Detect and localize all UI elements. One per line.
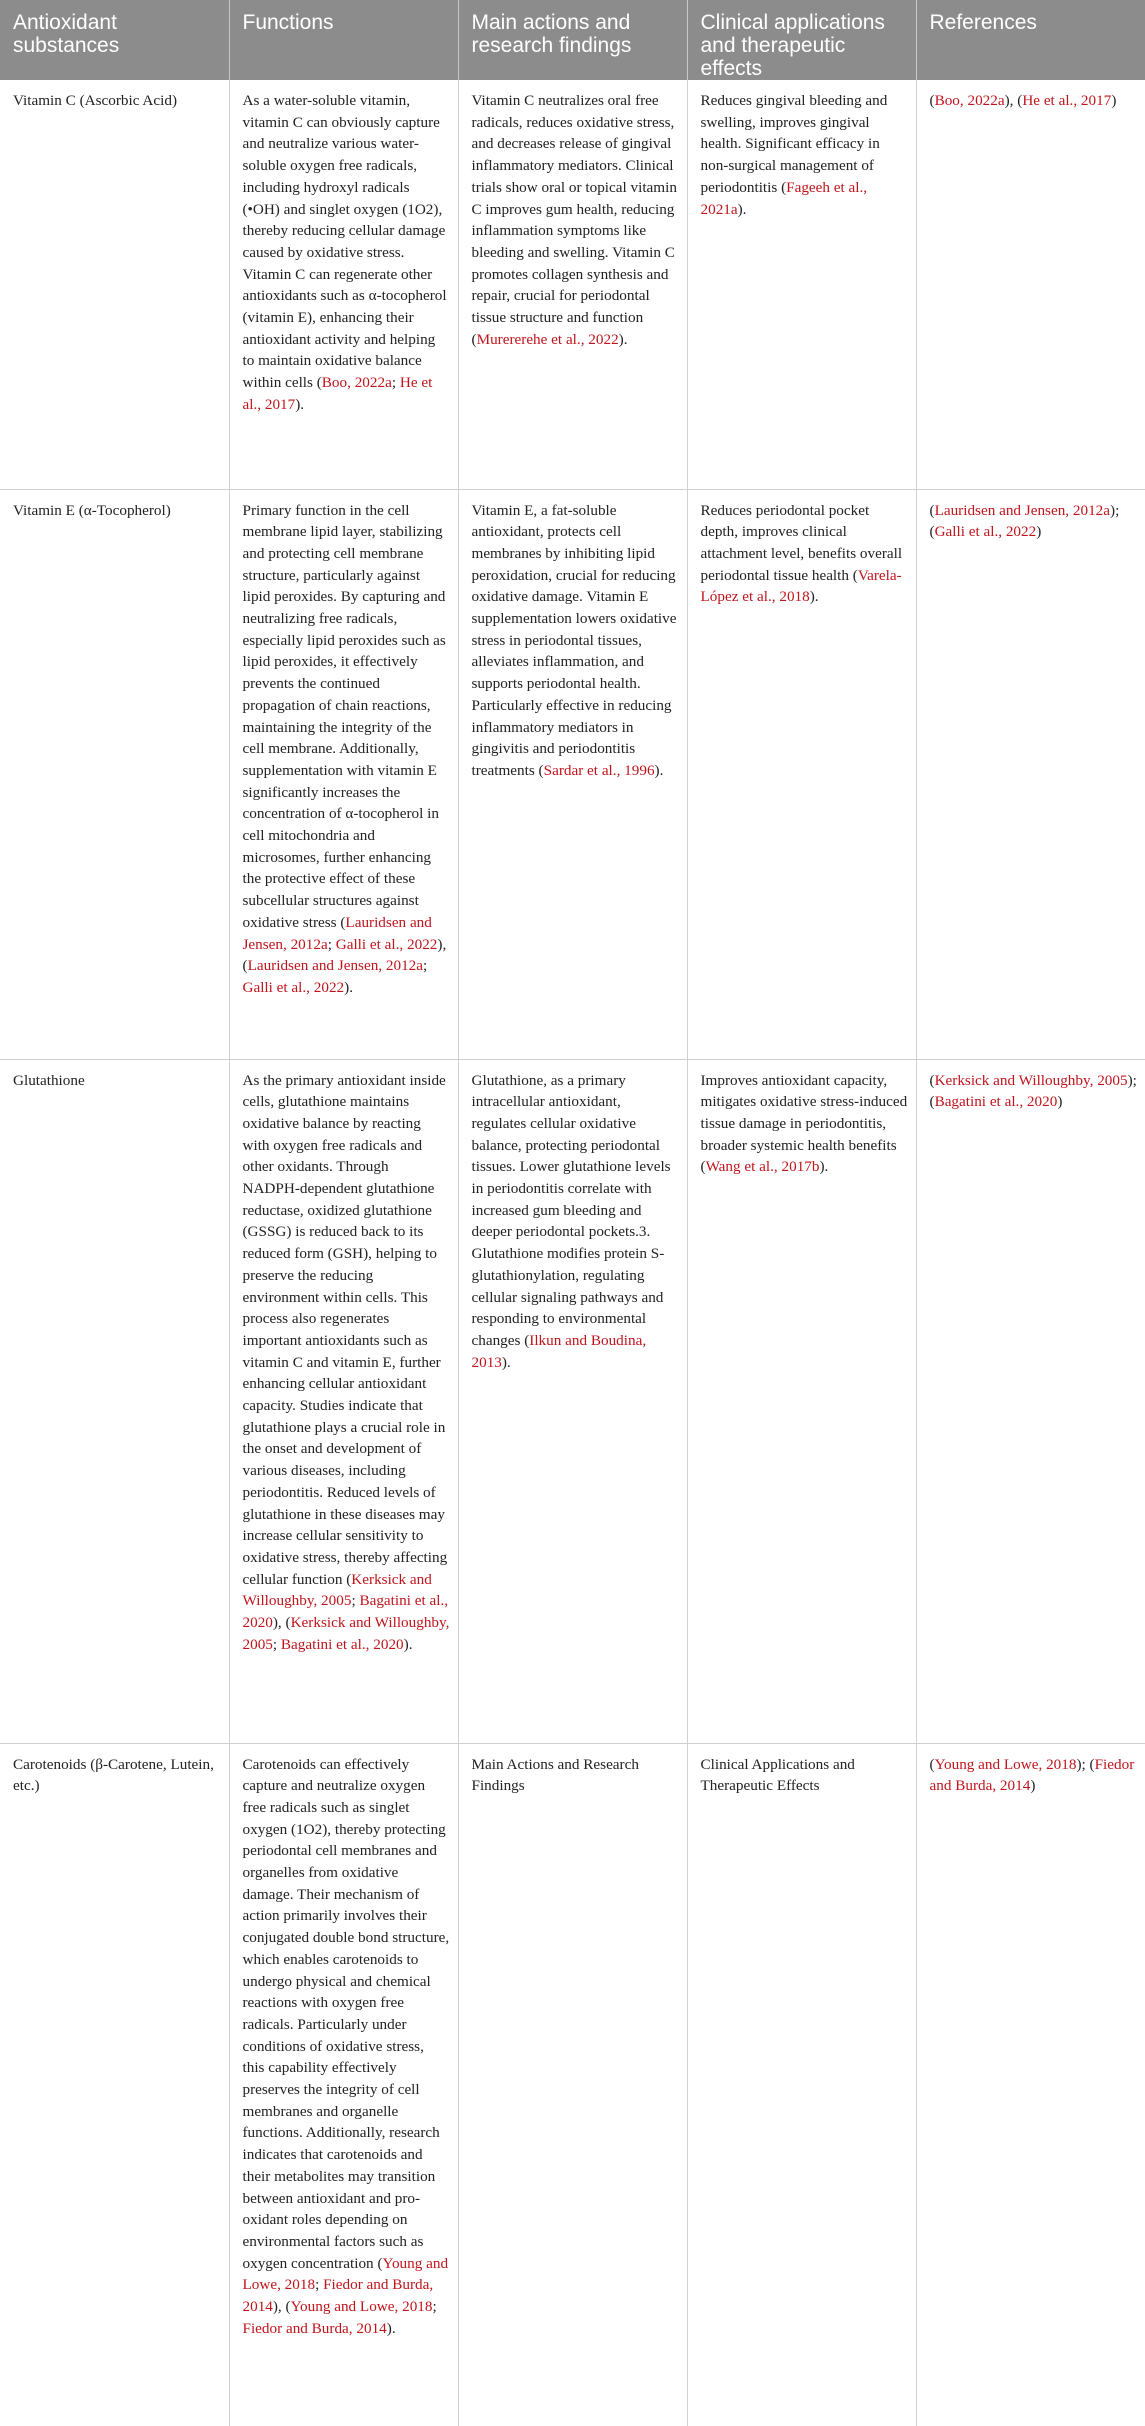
substance-cell: Vitamin E (α-Tocopherol) [0, 489, 229, 1059]
header-clinical-applications: Clinical applications and therapeutic effects [687, 0, 916, 80]
actions-cell: Vitamin E, a fat-soluble antioxidant, protects cell membranes by inhibiting lipid peroxidation, crucial for reducing oxidative damage. Vitamin E supplementation lowers oxidative stress in periodontal tissues, alleviates inflammation, and supports periodontal health. Particularly effective in reducing inflammatory mediators in gingivitis and periodontitis treatments (Sardar et al., 1996). [458, 489, 687, 1059]
citation-link[interactable]: Kerksick and Willoughby, 2005 [934, 1071, 1128, 1089]
functions-cell: As a water-soluble vitamin, vitamin C can obviously capture and neutralize various water-soluble oxygen free radicals, including hydroxyl radicals (•OH) and singlet oxygen (1O2), thereby reducing cellular damage caused by oxidative stress. Vitamin C can regenerate other antioxidants such as α-tocopherol (vitamin E), enhancing their antioxidant activity and helping to maintain oxidative balance within cells (Boo, 2022a; He et al., 2017). [229, 80, 458, 489]
table-row [0, 1743, 1145, 2426]
citation-link[interactable]: Sardar et al., 1996 [543, 761, 655, 779]
functions-cell: As the primary antioxidant inside cells, glutathione maintains oxidative balance by reacting with oxygen free radicals and other oxidants. Through NADPH-dependent glutathione reductase, oxidized glutathione (GSSG) is reduced back to its reduced form (GSH), helping to preserve the reducing environment within cells. This process also regenerates important antioxidants such as vitamin C and vitamin E, further enhancing cellular antioxidant capacity. Studies indicate that glutathione plays a crucial role in the onset and development of various diseases, including periodontitis. Reduced levels of glutathione in these diseases may increase cellular sensitivity to oxidative stress, thereby affecting cellular function (Kerksick and Willoughby, 2005; Bagatini et al., 2020), (Kerksick and Willoughby, 2005; Bagatini et al., 2020). [229, 1059, 458, 1743]
clinical-cell: Reduces periodontal pocket depth, improves clinical attachment level, benefits overall periodontal tissue health (Varela-López et al., 2018). [687, 489, 916, 1059]
references-cell: (Kerksick and Willoughby, 2005); (Bagatini et al., 2020) [916, 1059, 1145, 1743]
citation-link[interactable]: Bagatini et al., 2020 [280, 1635, 404, 1653]
citation-link[interactable]: Lauridsen and Jensen, 2012a [247, 957, 424, 975]
substance-cell: Vitamin C (Ascorbic Acid) [0, 80, 229, 489]
header-antioxidant-substances: Antioxidant substances [0, 0, 229, 80]
table-row [0, 489, 1145, 1059]
citation-link[interactable]: Galli et al., 2022 [242, 978, 345, 996]
citation-link[interactable]: He et al., 2017 [1022, 92, 1112, 109]
header-functions: Functions [229, 0, 458, 80]
citation-link[interactable]: Galli et al., 2022 [934, 523, 1037, 541]
citation-link[interactable]: Fiedor and Burda, 2014 [242, 2276, 434, 2316]
citation-link[interactable]: Boo, 2022a [321, 374, 392, 392]
table-row [0, 1059, 1145, 1743]
citation-link[interactable]: Fiedor and Burda, 2014 [242, 2319, 387, 2337]
citation-link[interactable]: He et al., 2017 [242, 374, 433, 413]
references-cell: (Boo, 2022a), (He et al., 2017) [916, 80, 1145, 489]
header-references: References [916, 0, 1145, 80]
actions-cell: Glutathione, as a primary intracellular antioxidant, regulates cellular oxidative balance, protecting periodontal tissues. Lower glutathione levels in periodontitis correlate with increased gum bleeding and deeper periodontal pockets.3. Glutathione modifies protein S-glutathionylation, regulating cellular signaling pathways and responding to environmental changes (Ilkun and Boudina, 2013). [458, 1059, 687, 1743]
table-row [0, 80, 1145, 489]
citation-link[interactable]: Galli et al., 2022 [335, 935, 438, 953]
clinical-cell: Reduces gingival bleeding and swelling, improves gingival health. Significant efficacy in non-surgical management of periodontitis (Fageeh et al., 2021a). [687, 80, 916, 489]
clinical-cell: Improves antioxidant capacity, mitigates oxidative stress-induced tissue damage in periodontitis, broader systemic health benefits (Wang et al., 2017b). [687, 1059, 916, 1743]
citation-link[interactable]: Wang et al., 2017b [705, 1158, 820, 1176]
citation-link[interactable]: Young and Lowe, 2018 [934, 1755, 1077, 1773]
clinical-cell: Clinical Applications and Therapeutic Effects [687, 1743, 916, 2426]
substance-cell: Carotenoids (β-Carotene, Lutein, etc.) [13, 1755, 214, 1795]
citation-link[interactable]: Kerksick and Willoughby, 2005 [242, 1570, 432, 1610]
citation-link[interactable]: Young and Lowe, 2018 [242, 2254, 449, 2294]
citation-link[interactable]: Boo, 2022a [934, 92, 1005, 109]
table-body [0, 80, 1145, 2426]
citation-link[interactable]: Varela-López et al., 2018 [700, 566, 902, 606]
actions-cell: Main Actions and Research Findings [458, 1743, 687, 2426]
citation-link[interactable]: Lauridsen and Jensen, 2012a [934, 501, 1111, 519]
citation-link[interactable]: Fiedor and Burda, 2014 [929, 1755, 1135, 1795]
header-row [0, 0, 1145, 80]
substance-cell: Glutathione [0, 1059, 229, 1743]
actions-cell: Vitamin C neutralizes oral free radicals, reduces oxidative stress, and decreases release of gingival inflammatory mediators. Clinical trials show oral or topical vitamin C improves gum health, reducing inflammation symptoms like bleeding and swelling. Vitamin C promotes collagen synthesis and repair, crucial for periodontal tissue structure and function (Murererehe et al., 2022). [458, 80, 687, 489]
references-cell: (Lauridsen and Jensen, 2012a); (Galli et al., 2022) [916, 489, 1145, 1059]
citation-link[interactable]: Bagatini et al., 2020 [242, 1592, 449, 1632]
citation-link[interactable]: Ilkun and Boudina, 2013 [471, 1331, 647, 1371]
functions-cell: Carotenoids can effectively capture and neutralize oxygen free radicals such as singlet oxygen (1O2), thereby protecting periodontal cell membranes and organelles from oxidative damage. Their mechanism of action primarily involves their conjugated double bond structure, which enables carotenoids to undergo physical and chemical reactions with oxygen free radicals. Particularly under conditions of oxidative stress, this capability effectively preserves the integrity of cell membranes and organelle functions. Additionally, research indicates that carotenoids and their metabolites may transition between antioxidant and pro-oxidant roles depending on environmental factors such as oxygen concentration (Young and Lowe, 2018; Fiedor and Burda, 2014), (Young and Lowe, 2018; Fiedor and Burda, 2014). [229, 1743, 458, 2426]
citation-link[interactable]: Kerksick and Willoughby, 2005 [242, 1614, 450, 1653]
citation-link[interactable]: Young and Lowe, 2018 [290, 2298, 433, 2316]
table-header [0, 0, 1145, 80]
citation-link[interactable]: Fageeh et al., 2021a [700, 178, 868, 218]
header-main-actions: Main actions and research findings [458, 0, 687, 80]
citation-link[interactable]: Bagatini et al., 2020 [934, 1093, 1058, 1111]
functions-cell: Primary function in the cell membrane lipid layer, stabilizing and protecting cell membrane structure, particularly against lipid peroxides. By capturing and neutralizing free radicals, especially lipid peroxides such as lipid peroxides, it effectively prevents the continued propagation of chain reactions, maintaining the integrity of the cell membrane. Additionally, supplementation with vitamin E significantly increases the concentration of α-tocopherol in cell mitochondria and microsomes, further enhancing the protective effect of these subcellular structures against oxidative stress (Lauridsen and Jensen, 2012a; Galli et al., 2022), (Lauridsen and Jensen, 2012a; Galli et al., 2022). [229, 489, 458, 1059]
references-cell: (Young and Lowe, 2018); (Fiedor and Burda, 2014) [916, 1743, 1145, 2426]
citation-link[interactable]: Lauridsen and Jensen, 2012a [242, 913, 432, 953]
citation-link[interactable]: Murererehe et al., 2022 [476, 330, 619, 348]
